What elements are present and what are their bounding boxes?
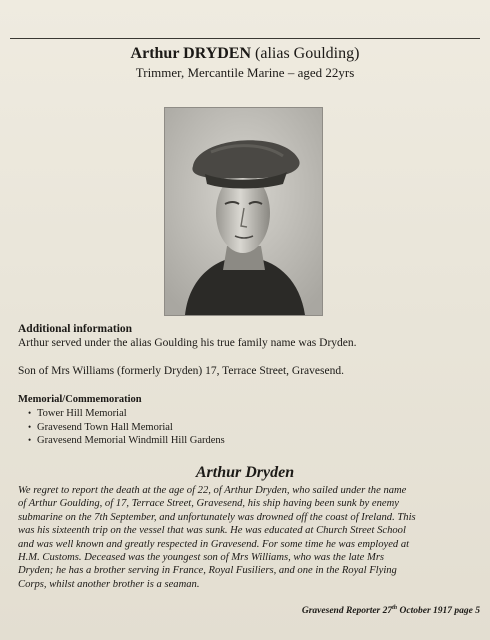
article-line: Corps, whilst another brother is a seaman. (18, 578, 200, 590)
article-line: and was well known and greatly respected in Gravesend. For some time he was employed at (18, 538, 410, 550)
memorial-heading: Memorial/Commemoration (18, 394, 142, 405)
portrait-photo (164, 107, 323, 316)
memorial-item: • Gravesend Town Hall Memorial (28, 421, 225, 435)
article-line: was his sixteenth trip on the vessel that was sunk. He was educated at Church Street School (18, 525, 406, 537)
article-line: of Arthur Goulding, of 17, Terrace Street, Gravesend, his ship having been sunk by enemy (18, 498, 399, 510)
source-citation (302, 602, 480, 617)
title-alias: (alias Goulding) (255, 45, 360, 62)
parent-info-line: Son of Mrs Williams (formerly Dryden) 17, Terrace Street, Gravesend. (18, 365, 344, 377)
source-prefix: Gravesend Reporter 27 (301, 606, 393, 617)
page-subtitle: Trimmer, Mercantile Marine – aged 22yrs (135, 65, 355, 80)
memorial-list (28, 407, 225, 448)
article-line: submarine on the 7th September, and unfortunately was drowned off the coast of Ireland. This (18, 511, 416, 523)
page-title (0, 45, 490, 63)
additional-info-line: Arthur served under the alias Goulding his true family name was Dryden. (18, 337, 357, 349)
source-superscript: th (392, 605, 398, 611)
portrait-photo-icon (165, 108, 322, 315)
source-suffix: October 1917 page 5 (397, 606, 480, 617)
article-line: We regret to report the death at the age of 22, of Arthur Dryden, who sailed under the name (18, 485, 407, 496)
article-body (18, 484, 486, 591)
article-title: Arthur Dryden (195, 464, 295, 481)
article-line: H.M. Customs. Deceased was the youngest son of Mrs Williams, who was the late Mrs (18, 552, 385, 564)
memorial-item: • Gravesend Memorial Windmill Hill Gardens (28, 434, 225, 448)
additional-info-heading: Additional information (18, 323, 133, 335)
title-name: Arthur DRYDEN (130, 45, 252, 62)
top-divider (10, 38, 480, 39)
memorial-item: • Tower Hill Memorial (28, 407, 225, 421)
article-line: Dryden; he has a brother serving in France, Royal Fusiliers, and one in the Royal Flying (18, 565, 397, 577)
